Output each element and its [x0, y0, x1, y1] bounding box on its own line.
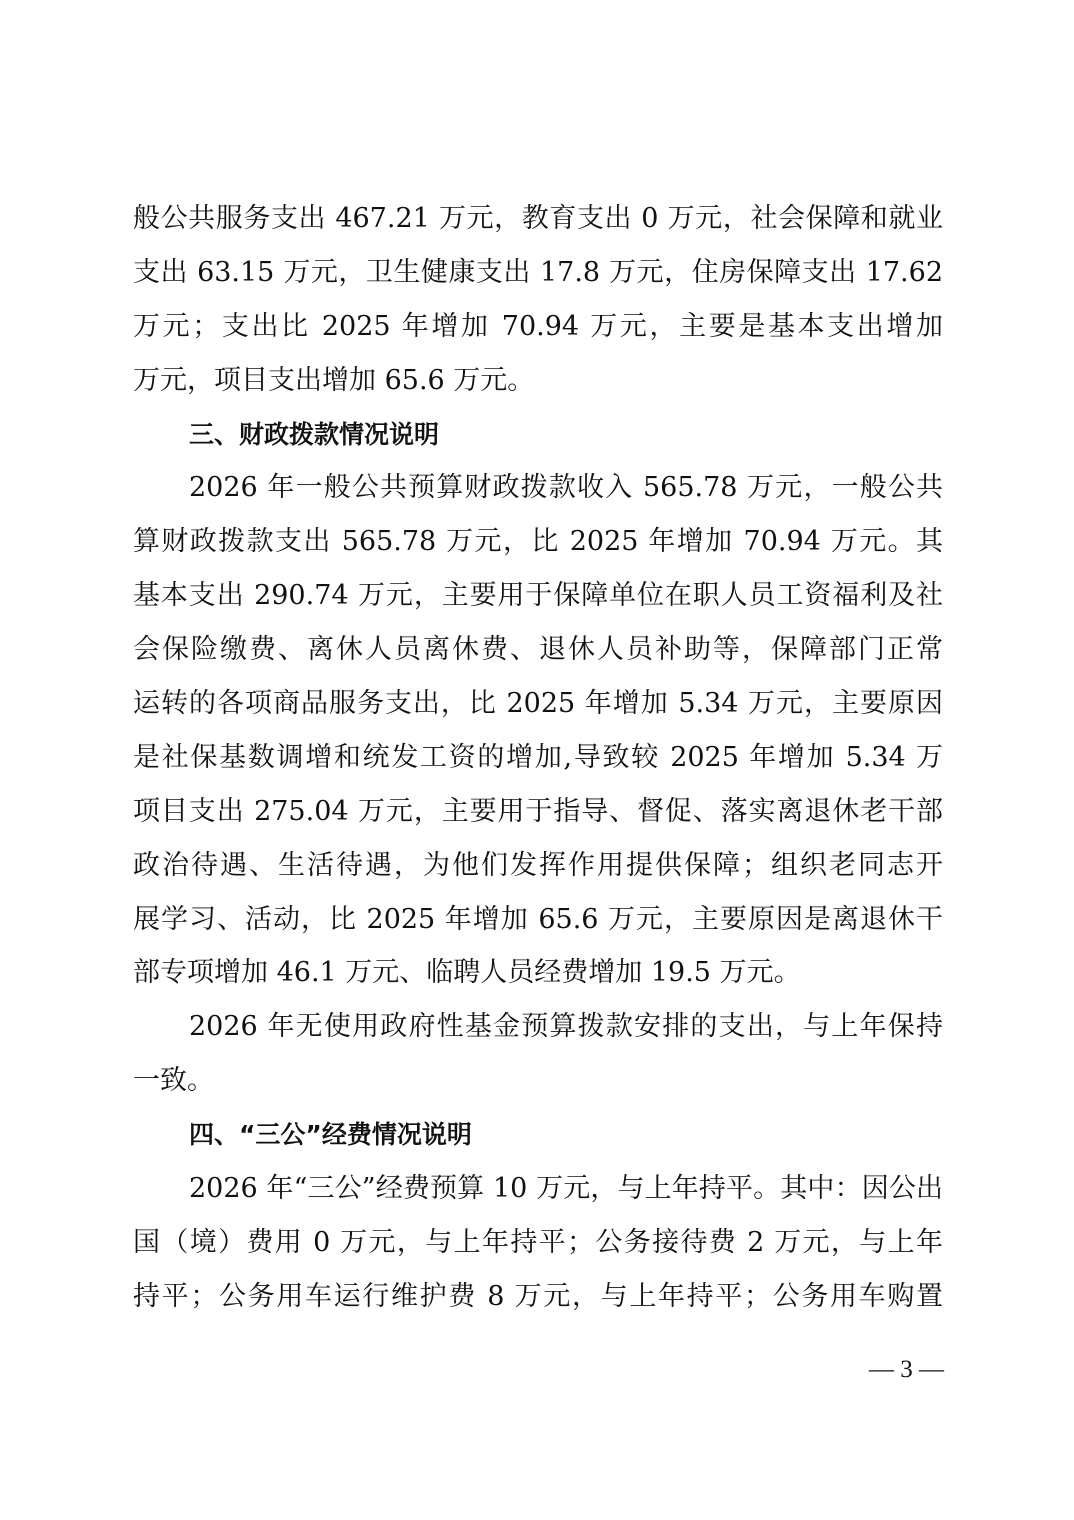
- heading-text: 三、财政拨款情况说明: [189, 419, 440, 449]
- text-line: 是社保基数调增和统发工资的增加,导致较 2025 年增加 5.34 万: [133, 741, 943, 773]
- text-line: 部专项增加 46.1 万元、临聘人员经费增加 19.5 万元。: [133, 957, 801, 989]
- text-line: 支出 63.15 万元，卫生健康支出 17.8 万元，住房保障支出 17.62: [133, 256, 943, 288]
- paragraph: [133, 192, 943, 408]
- text-line: 政治待遇、生活待遇，为他们发挥作用提供保障；组织老同志开: [133, 849, 943, 881]
- text-line: 展学习、活动，比 2025 年增加 65.6 万元，主要原因是离退休干: [133, 903, 943, 935]
- text-line: 会保险缴费、离休人员离休费、退休人员补助等，保障部门正常: [133, 634, 943, 666]
- document-body: [133, 192, 943, 1324]
- section-heading: [133, 1108, 943, 1162]
- paragraph: [133, 1162, 943, 1324]
- paragraph: [133, 461, 943, 1000]
- heading-text: 四、“三公”经费情况说明: [189, 1120, 472, 1150]
- text-line: 般公共服务支出 467.21 万元，教育支出 0 万元，社会保障和就业: [133, 203, 943, 234]
- section-heading: [133, 408, 943, 462]
- text-line: 持平；公务用车运行维护费 8 万元，与上年持平；公务用车购置: [133, 1280, 943, 1312]
- text-line: 运转的各项商品服务支出，比 2025 年增加 5.34 万元，主要原因: [133, 688, 943, 720]
- text-line: 2026 年一般公共预算财政拨款收入 565.78 万元，一般公共: [189, 472, 943, 504]
- page-number: — 3 —: [869, 1356, 944, 1383]
- text-line: 算财政拨款支出 565.78 万元，比 2025 年增加 70.94 万元。其: [133, 526, 943, 558]
- text-line: 万元；支出比 2025 年增加 70.94 万元，主要是基本支出增加: [133, 310, 943, 342]
- text-line: 项目支出 275.04 万元，主要用于指导、督促、落实离退休老干部: [133, 795, 943, 827]
- paragraph: [133, 1000, 943, 1108]
- text-line: 基本支出 290.74 万元，主要用于保障单位在职人员工资福利及社: [133, 580, 943, 612]
- text-line: 万元，项目支出增加 65.6 万元。: [133, 364, 535, 396]
- text-line: 2026 年“三公”经费预算 10 万元，与上年持平。其中：因公出: [189, 1173, 943, 1205]
- text-line: 2026 年无使用政府性基金预算拨款安排的支出，与上年保持: [189, 1011, 943, 1043]
- text-line: 国（境）费用 0 万元，与上年持平；公务接待费 2 万元，与上年: [133, 1226, 943, 1258]
- text-line: 一致。: [133, 1065, 214, 1097]
